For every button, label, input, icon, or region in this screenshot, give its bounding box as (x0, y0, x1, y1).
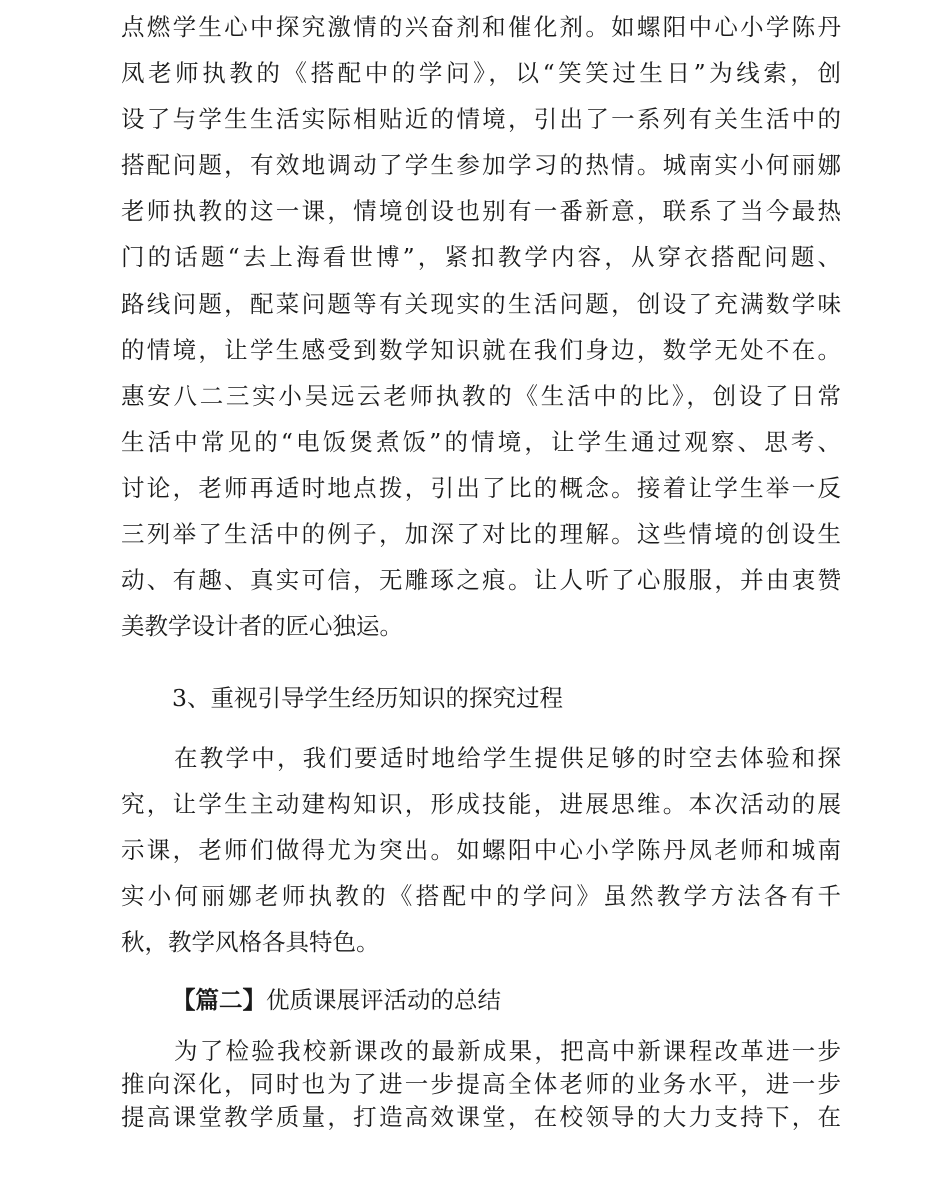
paragraph-line: 三列举了生活中的例子，加深了对比的理解。这些情境的创设生 (121, 520, 841, 548)
paragraph-line: 门的话题“去上海看世博”，紧扣教学内容，从穿衣搭配问题、 (121, 243, 841, 271)
paragraph-line: 究，让学生主动建构知识，形成技能，进展思维。本次活动的展 (121, 790, 841, 818)
paragraph-line: 搭配问题，有效地调动了学生参加学习的热情。城南实小何丽娜 (121, 151, 841, 179)
paragraph-line: 示课，老师们做得尤为突出。如螺阳中心小学陈丹凤老师和城南 (121, 836, 841, 864)
part-title-text: 优质课展评活动的总结 (266, 986, 501, 1014)
paragraph-line: 推向深化，同时也为了进一步提高全体老师的业务水平，进一步 (121, 1070, 841, 1098)
paragraph-line: 老师执教的这一课，情境创设也别有一番新意，联系了当今最热 (121, 197, 841, 225)
paragraph-line: 实小何丽娜老师执教的《搭配中的学问》虽然教学方法各有千 (121, 882, 841, 910)
paragraph-line: 秋，教学风格各具特色。 (121, 928, 380, 956)
paragraph-line: 美教学设计者的匠心独运。 (121, 612, 403, 640)
paragraph-line: 生活中常见的“电饭煲煮饭”的情境，让学生通过观察、思考、 (121, 428, 841, 456)
paragraph-line: 提高课堂教学质量，打造高效课堂，在校领导的大力支持下，在 (121, 1103, 841, 1131)
paragraph-line: 点燃学生心中探究激情的兴奋剂和催化剂。如螺阳中心小学陈丹 (121, 13, 841, 41)
paragraph-line: 在教学中，我们要适时地给学生提供足够的时空去体验和探 (174, 744, 841, 772)
paragraph-line: 讨论，老师再适时地点拨，引出了比的概念。接着让学生举一反 (121, 474, 841, 502)
paragraph-line: 的情境，让学生感受到数学知识就在我们身边，数学无处不在。 (121, 336, 841, 364)
paragraph-line: 动、有趣、真实可信，无雕琢之痕。让人听了心服服，并由衷赞 (121, 566, 841, 594)
part-label: 【篇二】 (172, 986, 266, 1014)
part-title (172, 985, 501, 1015)
paragraph-line: 凤老师执教的《搭配中的学问》，以“笑笑过生日”为线索，创 (121, 59, 841, 87)
paragraph-line: 为了检验我校新课改的最新成果，把高中新课程改革进一步 (174, 1037, 841, 1065)
paragraph-line: 设了与学生生活实际相贴近的情境，引出了一系列有关生活中的 (121, 105, 841, 133)
paragraph-line: 惠安八二三实小吴远云老师执教的《生活中的比》，创设了日常 (121, 382, 841, 410)
section-heading: 3、重视引导学生经历知识的探究过程 (172, 684, 563, 712)
paragraph-line: 路线问题，配菜问题等有关现实的生活问题，创设了充满数学味 (121, 290, 841, 318)
